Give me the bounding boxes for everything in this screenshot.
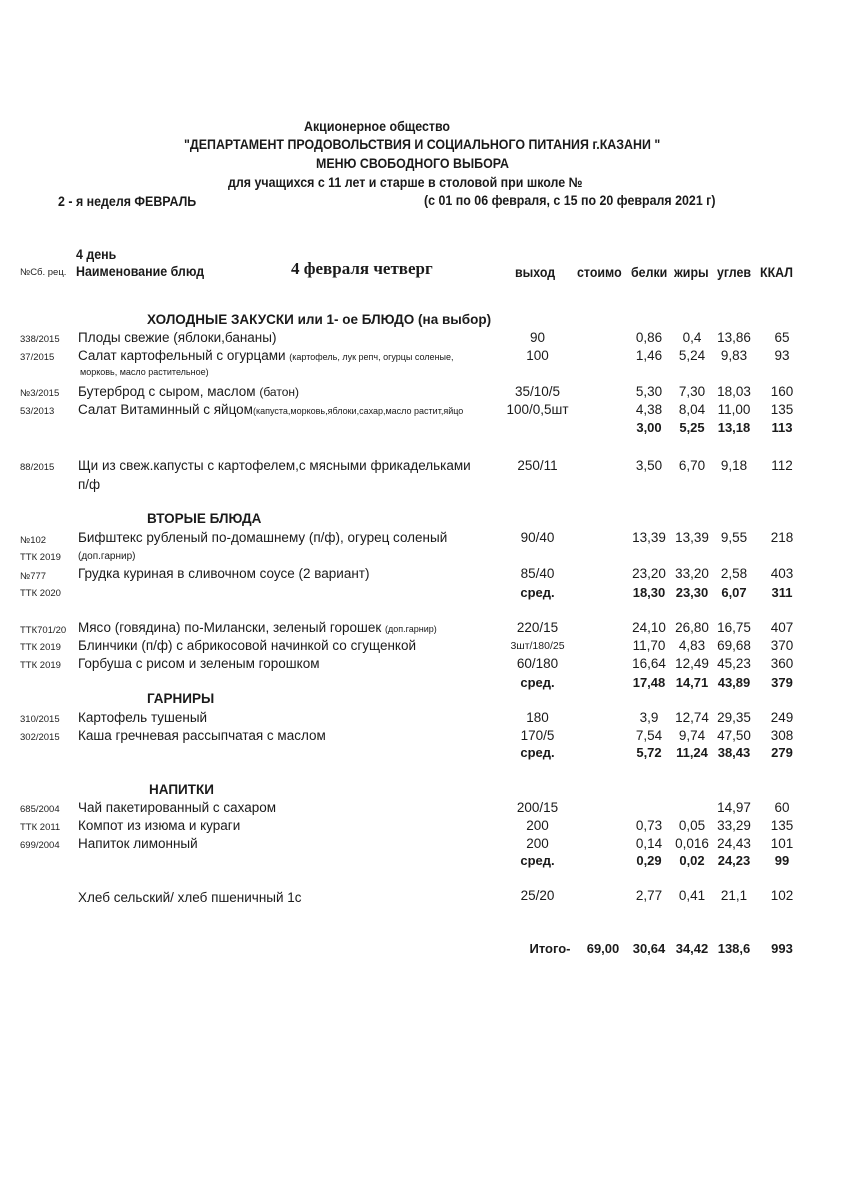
org-type: Акционерное общество <box>304 119 451 134</box>
protein: 3,9 <box>639 710 659 725</box>
total-carbs: 138,6 <box>717 941 751 956</box>
avg-fat: 14,71 <box>675 675 709 690</box>
avg-fat: 23,30 <box>675 585 709 600</box>
carbs: 33,29 <box>717 818 751 833</box>
protein: 7,54 <box>635 728 663 743</box>
dish-name: Хлеб сельский/ хлеб пшеничный 1с <box>78 890 302 905</box>
menu-title: МЕНЮ СВОБОДНОГО ВЫБОРА <box>316 156 509 171</box>
kcal: 65 <box>774 330 790 345</box>
kcal: 403 <box>770 566 794 581</box>
recipe-code: ТТК 2011 <box>20 822 61 833</box>
carbs: 45,23 <box>717 656 751 671</box>
recipe-code: №3/2015 <box>20 388 60 399</box>
fat: 6,70 <box>678 458 706 473</box>
col-protein: белки <box>631 265 668 280</box>
fat: 8,04 <box>678 402 706 417</box>
dish-name: Щи из свеж.капусты с картофелем,с мясными фрикадельками <box>78 458 471 473</box>
avg-fat: 0,02 <box>679 853 705 868</box>
avg-carbs: 43,89 <box>717 675 751 690</box>
fat: 7,30 <box>678 384 706 399</box>
avg-label: сред. <box>520 675 555 690</box>
kcal: 249 <box>770 710 794 725</box>
portion: 200 <box>526 818 549 833</box>
fat: 4,83 <box>678 638 706 653</box>
recipe-code: 302/2015 <box>20 732 60 743</box>
carbs: 9,55 <box>720 530 748 545</box>
kcal: 101 <box>770 836 794 851</box>
recipe-code: ТТК 2019 <box>20 642 61 653</box>
carbs: 11,00 <box>717 402 751 417</box>
avg-label: сред. <box>520 853 555 868</box>
avg-protein: 5,72 <box>636 745 662 760</box>
dish-name: Салат картофельный с огурцами <box>78 348 286 363</box>
day-label: 4 день <box>76 247 117 262</box>
carbs: 21,1 <box>720 888 748 903</box>
protein: 13,39 <box>632 530 666 545</box>
col-code: №Сб. рец. <box>20 267 67 278</box>
avg-carbs: 38,43 <box>717 745 751 760</box>
col-fat: жиры <box>674 265 709 280</box>
portion: 35/10/5 <box>514 384 561 399</box>
kcal: 160 <box>770 384 794 399</box>
section-title-drinks: НАПИТКИ <box>149 782 214 797</box>
protein: 16,64 <box>632 656 666 671</box>
dish-name: Компот из изюма и кураги <box>78 818 241 833</box>
dish-name: Бутерброд с сыром, маслом <box>78 384 256 399</box>
fat: 5,24 <box>678 348 706 363</box>
recipe-code: 685/2004 <box>20 804 60 815</box>
kcal: 308 <box>770 728 794 743</box>
protein: 0,14 <box>635 836 663 851</box>
carbs: 29,35 <box>717 710 751 725</box>
portion: 200/15 <box>516 800 559 815</box>
avg-kcal: 99 <box>774 853 790 868</box>
fat: 13,39 <box>675 530 709 545</box>
portion: 170/5 <box>520 728 555 743</box>
kcal: 112 <box>771 458 793 473</box>
carbs: 13,86 <box>717 330 751 345</box>
fat: 0,016 <box>675 836 709 851</box>
avg-fat: 11,24 <box>676 745 708 760</box>
dish-name: Бифштекс рубленый по-домашнему (п/ф), огурец соленый <box>78 530 448 545</box>
dish-name: Плоды свежие (яблоки,бананы) <box>78 330 277 345</box>
avg-carbs: 13,18 <box>717 420 751 435</box>
avg-fat: 5,25 <box>679 420 705 435</box>
recipe-code-2: ТТК 2020 <box>20 588 61 599</box>
dish-note: (картофель, лук репч, огурцы соленые, <box>289 352 454 362</box>
dish-note: (капуста,морковь,яблоки,сахар,масло растит,яйцо <box>252 406 464 416</box>
total-fat: 34,42 <box>675 941 709 956</box>
recipe-code: 338/2015 <box>20 334 60 345</box>
recipe-code: 53/2013 <box>20 406 55 417</box>
kcal: 93 <box>774 348 790 363</box>
dish-name-group <box>78 384 299 399</box>
dish-name: Блинчики (п/ф) с абрикосовой начинкой со сгущенкой <box>78 638 417 653</box>
protein: 4,38 <box>635 402 663 417</box>
kcal: 360 <box>770 656 794 671</box>
day-date: 4 февраля четверг <box>291 259 433 278</box>
avg-label: сред. <box>520 585 555 600</box>
kcal: 218 <box>770 530 794 545</box>
recipe-code: ТТК 2019 <box>20 660 61 671</box>
portion: 90/40 <box>520 530 555 545</box>
fat: 12,49 <box>675 656 709 671</box>
col-carbs: углев <box>717 265 752 280</box>
portion: 60/180 <box>516 656 559 671</box>
dish-name: Напиток лимонный <box>78 836 198 851</box>
carbs: 2,58 <box>720 566 748 581</box>
avg-kcal: 311 <box>771 585 793 600</box>
carbs: 14,97 <box>717 800 751 815</box>
fat: 0,41 <box>678 888 706 903</box>
portion: 3шт/180/25 <box>510 640 565 652</box>
col-name: Наименование блюд <box>76 264 205 279</box>
total-label: Итого- <box>529 941 571 956</box>
fat: 26,80 <box>675 620 709 635</box>
dish-name-group <box>78 620 437 635</box>
avg-carbs: 24,23 <box>717 853 751 868</box>
col-cost: стоимо <box>577 265 622 280</box>
avg-kcal: 113 <box>771 420 793 435</box>
portion: 25/20 <box>520 888 555 903</box>
fat: 0,4 <box>682 330 702 345</box>
recipe-code: 699/2004 <box>20 840 60 851</box>
dish-name-group <box>78 348 454 363</box>
protein: 0,86 <box>635 330 663 345</box>
dish-name: Салат Витаминный с яйцом <box>78 402 253 417</box>
avg-protein: 0,29 <box>636 853 662 868</box>
dish-note: (доп.гарнир) <box>78 551 136 562</box>
recipe-code: 88/2015 <box>20 462 55 473</box>
dish-name: Картофель тушеный <box>78 710 208 725</box>
avg-kcal: 379 <box>771 675 793 690</box>
avg-kcal: 279 <box>771 745 793 760</box>
dish-name-2: п/ф <box>78 477 101 492</box>
total-kcal: 993 <box>771 941 793 956</box>
kcal: 102 <box>770 888 794 903</box>
section-title-cold: ХОЛОДНЫЕ ЗАКУСКИ или 1- ое БЛЮДО (на выбор) <box>147 312 492 327</box>
fat: 12,74 <box>675 710 709 725</box>
protein: 1,46 <box>635 348 663 363</box>
dish-note: (батон) <box>259 385 299 399</box>
recipe-code: №777 <box>20 571 47 582</box>
audience-line: для учащихся с 11 лет и старше в столовой при школе № <box>228 175 583 190</box>
recipe-code: 37/2015 <box>20 352 55 363</box>
avg-protein: 3,00 <box>636 420 662 435</box>
col-kcal: ККАЛ <box>760 265 794 280</box>
avg-label: сред. <box>520 745 555 760</box>
portion: 220/15 <box>516 620 559 635</box>
carbs: 18,03 <box>717 384 751 399</box>
avg-protein: 18,30 <box>632 585 666 600</box>
total-cost: 69,00 <box>586 941 620 956</box>
portion: 250/11 <box>517 458 558 473</box>
kcal: 370 <box>770 638 794 653</box>
protein: 5,30 <box>635 384 663 399</box>
protein: 2,77 <box>635 888 663 903</box>
total-protein: 30,64 <box>632 941 666 956</box>
dish-name: Каша гречневая рассыпчатая с маслом <box>78 728 326 743</box>
col-portion: выход <box>515 265 556 280</box>
kcal: 60 <box>774 800 790 815</box>
carbs: 24,43 <box>717 836 751 851</box>
fat: 0,05 <box>678 818 706 833</box>
dish-name: Мясо (говядина) по-Милански, зеленый горошек <box>78 620 382 635</box>
portion: 100/0,5шт <box>506 402 569 417</box>
recipe-code: 310/2015 <box>20 714 60 725</box>
org-name: "ДЕПАРТАМЕНТ ПРОДОВОЛЬСТВИЯ И СОЦИАЛЬНОГО ПИТАНИЯ г.КАЗАНИ " <box>184 137 661 152</box>
protein: 11,70 <box>632 638 666 653</box>
section-title-main: ВТОРЫЕ БЛЮДА <box>147 511 262 526</box>
kcal: 135 <box>770 402 794 417</box>
fat: 9,74 <box>678 728 706 743</box>
dish-name: Чай пакетированный с сахаром <box>78 800 277 815</box>
protein: 24,10 <box>632 620 666 635</box>
carbs: 9,18 <box>720 458 748 473</box>
fat: 33,20 <box>675 566 709 581</box>
avg-carbs: 6,07 <box>721 585 747 600</box>
kcal: 407 <box>770 620 794 635</box>
week-label: 2 - я неделя ФЕВРАЛЬ <box>58 194 197 209</box>
portion: 100 <box>526 348 549 363</box>
portion: 200 <box>526 836 549 851</box>
recipe-code-2: ТТК 2019 <box>20 552 61 563</box>
carbs: 69,68 <box>717 638 751 653</box>
dish-name-group <box>78 402 463 417</box>
protein: 23,20 <box>632 566 666 581</box>
section-title-sides: ГАРНИРЫ <box>147 691 215 706</box>
protein: 3,50 <box>635 458 663 473</box>
protein: 0,73 <box>635 818 663 833</box>
portion: 85/40 <box>520 566 555 581</box>
portion: 180 <box>526 710 549 725</box>
carbs: 47,50 <box>717 728 751 743</box>
carbs: 16,75 <box>717 620 751 635</box>
avg-protein: 17,48 <box>632 675 666 690</box>
period-label: (с 01 по 06 февраля, с 15 по 20 февраля 2021 г) <box>424 193 716 208</box>
portion: 90 <box>529 330 546 345</box>
carbs: 9,83 <box>720 348 748 363</box>
kcal: 135 <box>770 818 794 833</box>
dish-name: Грудка куриная в сливочном соусе (2 вариант) <box>78 566 370 581</box>
dish-name: Горбуша с рисом и зеленым горошком <box>78 656 320 671</box>
dish-note-2: морковь, масло растительное) <box>80 367 209 377</box>
recipe-code: №102 <box>20 535 47 546</box>
recipe-code: ТТК701/20 <box>20 625 67 636</box>
dish-note: (доп.гарнир) <box>385 624 437 634</box>
